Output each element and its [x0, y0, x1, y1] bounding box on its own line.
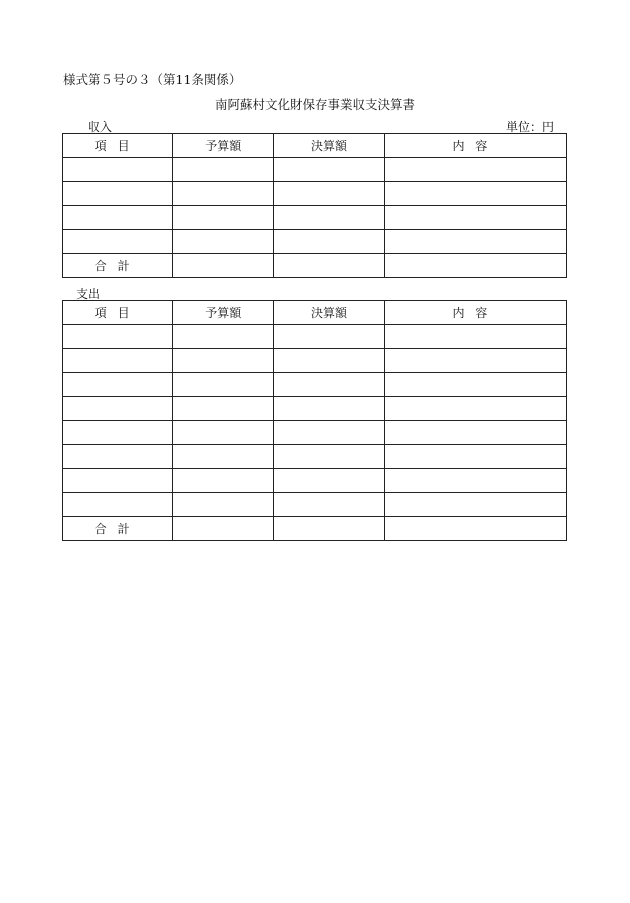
- table-cell[interactable]: [63, 493, 173, 517]
- header-content: 内容: [384, 301, 566, 325]
- table-row: [63, 397, 567, 421]
- table-cell[interactable]: [63, 206, 173, 230]
- table-cell[interactable]: [384, 493, 566, 517]
- table-cell[interactable]: [384, 254, 566, 278]
- income-table: [62, 133, 567, 278]
- table-cell[interactable]: [274, 469, 384, 493]
- table-cell[interactable]: [274, 397, 384, 421]
- table-cell[interactable]: [63, 469, 173, 493]
- table-cell[interactable]: [173, 397, 274, 421]
- income-header-row: [63, 134, 567, 158]
- table-cell[interactable]: [63, 349, 173, 373]
- table-row: [63, 206, 567, 230]
- income-section-label: 収入: [88, 120, 113, 134]
- table-cell[interactable]: [384, 325, 566, 349]
- table-cell[interactable]: [274, 230, 384, 254]
- table-cell[interactable]: [173, 206, 274, 230]
- table-cell[interactable]: [384, 517, 566, 541]
- table-cell[interactable]: [384, 230, 566, 254]
- income-total-row: [63, 254, 567, 278]
- expense-header-row: [63, 301, 567, 325]
- header-settlement: 決算額: [274, 134, 384, 158]
- table-cell[interactable]: [384, 397, 566, 421]
- table-row: [63, 182, 567, 206]
- income-total-label: 合計: [63, 254, 173, 278]
- document-title: 南阿蘇村文化財保存事業収支決算書: [214, 97, 415, 112]
- table-cell[interactable]: [274, 349, 384, 373]
- table-cell[interactable]: [384, 206, 566, 230]
- table-cell[interactable]: [274, 493, 384, 517]
- table-cell[interactable]: [173, 182, 274, 206]
- header-item: 項目: [63, 301, 173, 325]
- table-cell[interactable]: [63, 182, 173, 206]
- table-cell[interactable]: [63, 397, 173, 421]
- table-cell[interactable]: [173, 349, 274, 373]
- table-cell[interactable]: [274, 254, 384, 278]
- table-cell[interactable]: [63, 373, 173, 397]
- table-row: [63, 469, 567, 493]
- table-cell[interactable]: [384, 469, 566, 493]
- expense-total-row: [63, 517, 567, 541]
- table-cell[interactable]: [384, 349, 566, 373]
- table-row: [63, 421, 567, 445]
- table-row: [63, 373, 567, 397]
- table-cell[interactable]: [173, 445, 274, 469]
- header-content: 内容: [384, 134, 566, 158]
- unit-label: 単位：円: [505, 120, 554, 134]
- table-row: [63, 325, 567, 349]
- income-body: [63, 158, 567, 254]
- table-cell[interactable]: [63, 421, 173, 445]
- table-cell[interactable]: [173, 230, 274, 254]
- table-cell[interactable]: [173, 158, 274, 182]
- table-cell[interactable]: [384, 373, 566, 397]
- expense-body: [63, 325, 567, 517]
- table-row: [63, 158, 567, 182]
- expense-total-label: 合計: [63, 517, 173, 541]
- table-cell[interactable]: [173, 373, 274, 397]
- header-budget: 予算額: [173, 301, 274, 325]
- table-cell[interactable]: [274, 517, 384, 541]
- table-cell[interactable]: [274, 421, 384, 445]
- table-cell[interactable]: [173, 517, 274, 541]
- table-cell[interactable]: [173, 254, 274, 278]
- table-row: [63, 445, 567, 469]
- table-cell[interactable]: [173, 469, 274, 493]
- expense-table: [62, 300, 567, 541]
- table-cell[interactable]: [384, 182, 566, 206]
- table-cell[interactable]: [384, 445, 566, 469]
- table-row: [63, 493, 567, 517]
- expense-section-label: 支出: [76, 287, 101, 301]
- table-cell[interactable]: [63, 158, 173, 182]
- table-cell[interactable]: [274, 206, 384, 230]
- table-cell[interactable]: [63, 325, 173, 349]
- table-cell[interactable]: [173, 325, 274, 349]
- table-cell[interactable]: [384, 158, 566, 182]
- header-budget: 予算額: [173, 134, 274, 158]
- table-cell[interactable]: [173, 421, 274, 445]
- table-cell[interactable]: [274, 325, 384, 349]
- table-cell[interactable]: [274, 182, 384, 206]
- table-row: [63, 349, 567, 373]
- table-cell[interactable]: [63, 445, 173, 469]
- table-cell[interactable]: [63, 230, 173, 254]
- table-cell[interactable]: [384, 421, 566, 445]
- header-settlement: 決算額: [274, 301, 384, 325]
- table-cell[interactable]: [274, 158, 384, 182]
- table-cell[interactable]: [274, 445, 384, 469]
- form-number: 様式第５号の３（第11条関係）: [63, 72, 242, 87]
- table-cell[interactable]: [173, 493, 274, 517]
- table-row: [63, 230, 567, 254]
- header-item: 項目: [63, 134, 173, 158]
- table-cell[interactable]: [274, 373, 384, 397]
